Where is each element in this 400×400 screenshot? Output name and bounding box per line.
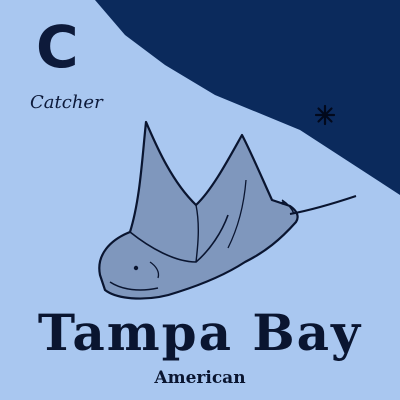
team-city: Tampa Bay	[37, 303, 363, 362]
position-name: Catcher	[30, 92, 103, 113]
stingray-icon	[99, 122, 356, 299]
asterisk-star-icon	[316, 106, 334, 124]
league-name: American	[154, 368, 246, 388]
position-letter: C	[36, 13, 79, 81]
